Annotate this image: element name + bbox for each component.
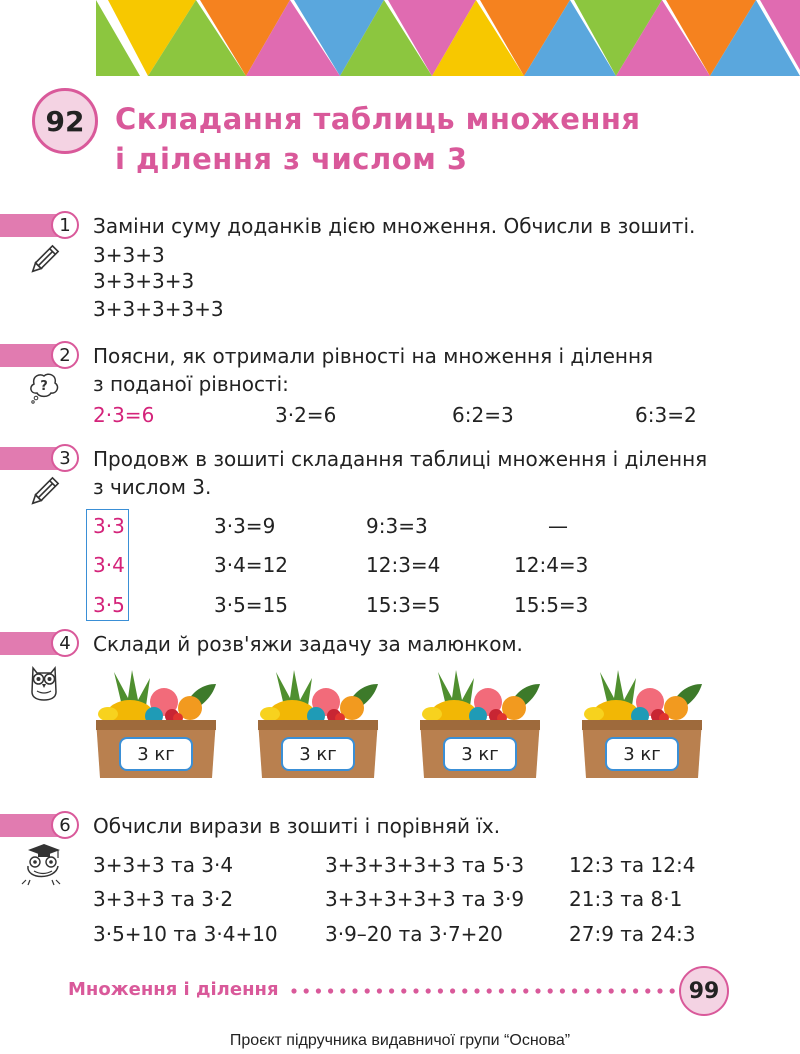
task-number: 6 xyxy=(59,814,71,836)
task-number-badge xyxy=(51,211,79,239)
task6-expression: 3·9–20 та 3·7+20 xyxy=(325,922,503,946)
task3-prompt-line2: з числом 3. xyxy=(93,475,212,499)
lesson-number-badge xyxy=(32,88,98,154)
pencil-icon xyxy=(26,242,62,278)
decorative-header-stripes xyxy=(0,0,800,76)
task-number-badge xyxy=(51,811,79,839)
crate-weight-label xyxy=(443,737,517,771)
leader-dot xyxy=(670,988,675,993)
leader-dot xyxy=(426,988,431,993)
task3-prompt-line1: Продовж в зошиті складання таблиці множення і ділення xyxy=(93,447,708,471)
table-mult: 3·3=9 xyxy=(214,514,276,538)
svg-text:?: ? xyxy=(40,379,48,394)
leader-dot xyxy=(450,988,455,993)
task6-prompt: Обчисли вирази в зошиті і порівняй їх. xyxy=(93,814,501,838)
crate-weight-text: 3 кг xyxy=(623,743,661,765)
publisher-credit: Проєкт підручника видавничої групи “Основа” xyxy=(229,1032,571,1049)
task-number-badge xyxy=(51,444,79,472)
task2-given-equation: 2·3=6 xyxy=(93,403,155,427)
leader-dot xyxy=(584,988,589,993)
task6-expression: 3+3+3+3+3 та 5·3 xyxy=(325,853,525,877)
crate-weight-label xyxy=(119,737,193,771)
task4-prompt: Склади й розв'яжи задачу за малюнком. xyxy=(93,632,523,656)
task2-equation: 3·2=6 xyxy=(275,403,337,427)
leader-dot xyxy=(340,988,345,993)
task-number: 4 xyxy=(59,632,71,654)
task6-expression: 3·5+10 та 3·4+10 xyxy=(93,922,278,946)
task1-expression-1: 3+3+3 xyxy=(93,243,165,267)
task2-equation: 6:3=2 xyxy=(635,403,697,427)
question-bubble-icon xyxy=(26,370,62,406)
leader-dot xyxy=(291,988,296,993)
task6-expression: 3+3+3+3+3 та 3·9 xyxy=(325,887,525,911)
leader-dot xyxy=(548,988,553,993)
task1-prompt: Заміни суму доданків дією множення. Обчисли в зошиті. xyxy=(93,214,696,238)
table-key: 3·3 xyxy=(93,514,125,538)
table-div: 9:3=3 xyxy=(366,514,428,538)
dotted-leader xyxy=(290,985,680,997)
leader-dot xyxy=(377,988,382,993)
table-key: 3·5 xyxy=(93,593,125,617)
table-div: 15:5=3 xyxy=(514,593,589,617)
leader-dot xyxy=(413,988,418,993)
lesson-number: 92 xyxy=(45,104,85,138)
leader-dot xyxy=(609,988,614,993)
table-div: 12:4=3 xyxy=(514,553,589,577)
crate-weight-text: 3 кг xyxy=(299,743,337,765)
task-number-badge xyxy=(51,341,79,369)
table-div: 15:3=5 xyxy=(366,593,441,617)
leader-dot xyxy=(523,988,528,993)
leader-dot xyxy=(316,988,321,993)
task-number: 3 xyxy=(59,447,71,469)
task6-expression: 21:3 та 8·1 xyxy=(569,887,683,911)
pencil-icon xyxy=(26,474,62,510)
leader-dot xyxy=(511,988,516,993)
leader-dot xyxy=(365,988,370,993)
crate-weight-label xyxy=(605,737,679,771)
leader-dot xyxy=(438,988,443,993)
leader-dot xyxy=(535,988,540,993)
leader-dot xyxy=(389,988,394,993)
leader-dot xyxy=(474,988,479,993)
table-key: 3·4 xyxy=(93,553,125,577)
leader-dot xyxy=(499,988,504,993)
leader-dot xyxy=(401,988,406,993)
page-number-badge xyxy=(679,966,729,1016)
task-number-badge xyxy=(51,629,79,657)
leader-dot xyxy=(304,988,309,993)
leader-dot xyxy=(633,988,638,993)
task6-expression: 12:3 та 12:4 xyxy=(569,853,696,877)
leader-dot xyxy=(487,988,492,993)
task-number: 2 xyxy=(59,344,71,366)
lesson-title-line1: Складання таблиць множення xyxy=(115,102,641,136)
task6-expression: 3+3+3 та 3·2 xyxy=(93,887,234,911)
table-div: 12:3=4 xyxy=(366,553,441,577)
leader-dot xyxy=(645,988,650,993)
task2-prompt-line2: з поданої рівності: xyxy=(93,372,289,396)
task6-expression: 3+3+3 та 3·4 xyxy=(93,853,234,877)
leader-dot xyxy=(572,988,577,993)
table-div: — xyxy=(548,514,568,538)
leader-dot xyxy=(621,988,626,993)
table-mult: 3·4=12 xyxy=(214,553,289,577)
task1-expression-3: 3+3+3+3+3 xyxy=(93,297,224,321)
owl-icon xyxy=(26,662,62,702)
task6-expression: 27:9 та 24:3 xyxy=(569,922,696,946)
leader-dot xyxy=(462,988,467,993)
lesson-title-line2: і ділення з числом 3 xyxy=(115,142,468,176)
task2-equation: 6:2=3 xyxy=(452,403,514,427)
frog-graduate-icon xyxy=(18,840,64,886)
leader-dot xyxy=(560,988,565,993)
crate-weight-label xyxy=(281,737,355,771)
crate-weight-text: 3 кг xyxy=(137,743,175,765)
task2-prompt-line1: Поясни, як отримали рівності на множення і ділення xyxy=(93,344,654,368)
task-number: 1 xyxy=(59,214,71,236)
leader-dot xyxy=(352,988,357,993)
leader-dot xyxy=(596,988,601,993)
crate-weight-text: 3 кг xyxy=(461,743,499,765)
table-mult: 3·5=15 xyxy=(214,593,289,617)
section-title: Множення і ділення xyxy=(68,979,279,1000)
leader-dot xyxy=(657,988,662,993)
task1-expression-2: 3+3+3+3 xyxy=(93,269,195,293)
leader-dot xyxy=(328,988,333,993)
page-number: 99 xyxy=(688,978,720,1004)
